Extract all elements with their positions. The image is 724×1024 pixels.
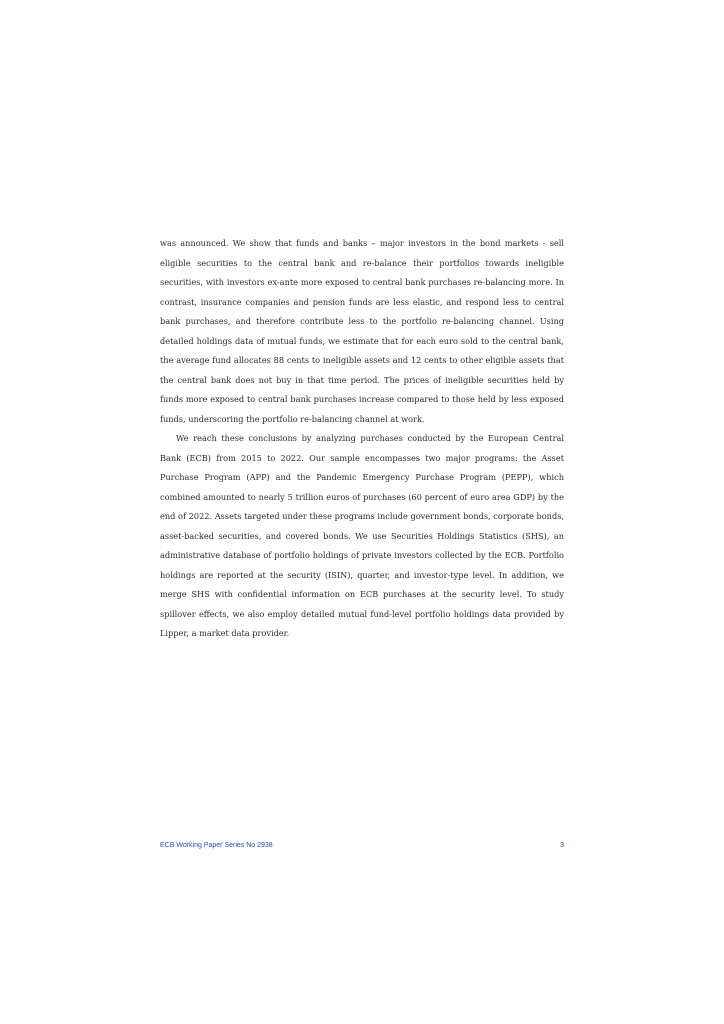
page-footer bbox=[160, 842, 564, 854]
paragraph-2: We reach these conclusions by analyzing purchases conducted by the European Central Bank (ECB) from 2015 to 2022. Our sample encompasses two major programs: the Asset Purchase Program (APP) and the Pandemic Emergency Purchase Program (PEPP), which combined amounted to nearly 5 trillion euros of purchases (60 percent of euro area GDP) by the end of 2022. Assets targeted under these programs include government bonds, corporate bonds, asset-backed securities, and covered bonds. We use Securities Holdings Statistics (SHS), an administrative database of portfolio holdings of private investors collected by the ECB. Portfolio holdings are reported at the security (ISIN), quarter, and investor-type level. In addition, we merge SHS with confidential information on ECB purchases at the security level. To study spillover effects, we also employ detailed mutual fund-level portfolio holdings data provided by Lipper, a market data provider. bbox=[160, 433, 564, 638]
paragraph-1: was announced. We show that funds and banks – major investors in the bond markets - sell eligible securities to the central bank and re-balance their portfolios towards ineligible securities, with investors ex-ante more exposed to central bank purchases re-balancing more. In contrast, insurance companies and pension funds are less elastic, and respond less to central bank purchases, and therefore contribute less to the portfolio re-balancing channel. Using detailed holdings data of mutual funds, we estimate that for each euro sold to the central bank, the average fund allocates 88 cents to ineligible assets and 12 cents to other eligible assets that the central bank does not buy in that time period. The prices of ineligible securities held by funds more exposed to central bank purchases increase compared to those held by less exposed funds, underscoring the portfolio re-balancing channel at work. bbox=[160, 238, 564, 424]
body-text bbox=[160, 234, 564, 644]
footer-series-link[interactable]: ECB Working Paper Series No 2938 bbox=[160, 842, 273, 849]
footer-page-number: 3 bbox=[560, 842, 564, 849]
